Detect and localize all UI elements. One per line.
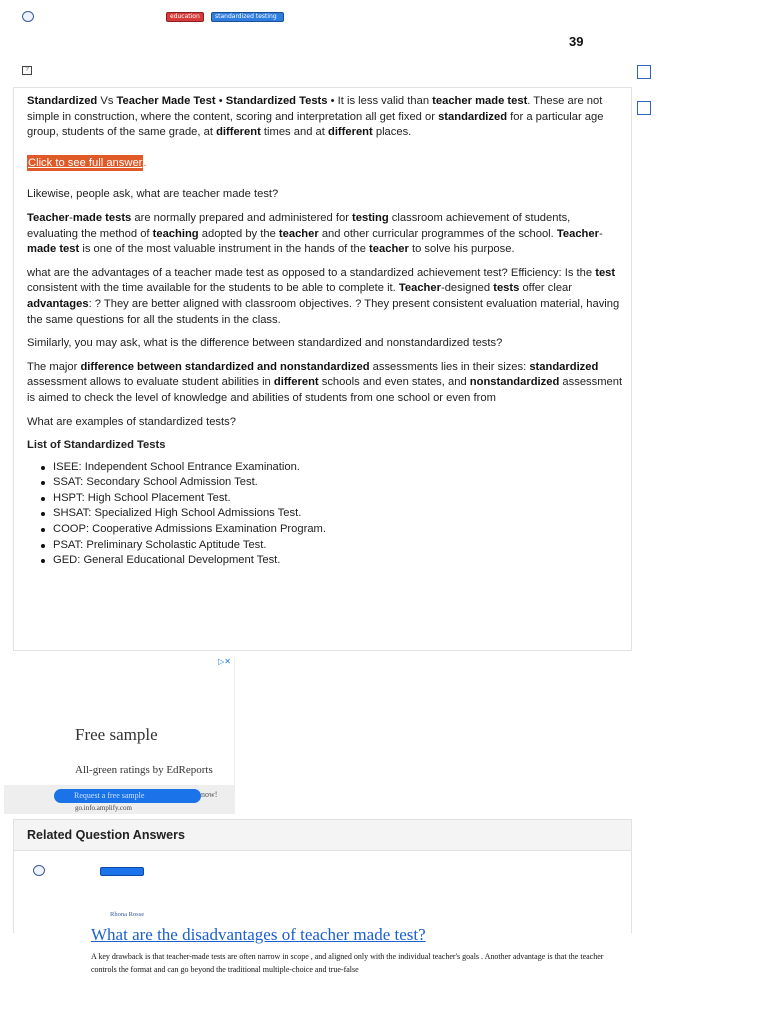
tests-list: [41, 460, 623, 569]
related-answer-text: A key drawback is that teacher-made tests are often narrow in scope , and aligned only with the individual teacher's goals . Another advantage is that the teacher controls the format and can go beyond the traditional multiple-choice and true-false: [91, 952, 604, 974]
answer-card: [13, 87, 632, 651]
list-item: SSAT: Secondary School Admission Test.: [41, 475, 623, 491]
checkbox-icon[interactable]: [637, 65, 651, 79]
author-avatar-icon[interactable]: [33, 865, 45, 876]
ad-domain: go.info.amplify.com: [75, 804, 132, 812]
question-teacher-made-test: Likewise, people ask, what are teacher made test?: [27, 188, 279, 201]
list-item: ISEE: Independent School Entrance Examination.: [41, 460, 623, 476]
tag-education[interactable]: education: [166, 12, 204, 22]
list-item: HSPT: High School Placement Test.: [41, 491, 623, 507]
answer-intro: Standardized Vs Teacher Made Test • Standardized Tests • It is less valid than teacher made test. These are not simple in construction, where the content, scoring and interpretation all get fixed or standardized for a particular age group, students of the same grade, at different times and at different places.: [27, 95, 604, 139]
difference-paragraph: The major difference between standardized and nonstandardized assessments lies in their sizes: standardized assessment allows to evaluate student abilities in different schools and even states, and nonstandardized assessment is aimed to check the level of knowledge and abilities of students from one school or even from: [27, 360, 623, 404]
related-header: [13, 819, 632, 851]
ad-footer: [4, 785, 235, 814]
list-title: List of Standardized Tests: [27, 439, 166, 452]
checkbox-icon[interactable]: [637, 101, 651, 115]
ad-button-tail: now!: [201, 790, 218, 799]
broken-image-icon: ?: [22, 66, 32, 75]
list-item: GED: General Educational Development Test.: [41, 553, 623, 569]
tag-standardized-testing[interactable]: standardized testing: [211, 12, 284, 22]
avatar-radio-icon[interactable]: [22, 11, 34, 22]
ad-request-sample-button[interactable]: Request a free sample: [54, 789, 201, 803]
ad-title[interactable]: Free sample: [75, 725, 158, 744]
cta-dot: .: [143, 156, 147, 169]
answer-teacher-made-test: Teacher-made tests are normally prepared and administered for testing classroom achievement of students, evaluating the method of teaching adopted by the teacher and other curricular programmes of the school. Teacher-made test is one of the most valuable instrument in the hands of the teacher to solve his purpose.: [27, 211, 603, 256]
question-difference: Similarly, you may ask, what is the difference between standardized and nonstandardized tests?: [27, 337, 503, 350]
answer-count: 39: [569, 34, 584, 49]
related-title: Related Question Answers: [27, 828, 185, 842]
author-name[interactable]: Rhona Rosse: [110, 911, 145, 918]
author-badge[interactable]: [100, 867, 144, 876]
list-item: COOP: Cooperative Admissions Examination Program.: [41, 522, 623, 538]
list-item: PSAT: Preliminary Scholastic Aptitude Test.: [41, 538, 623, 554]
related-question-link[interactable]: What are the disadvantages of teacher made test?: [91, 925, 426, 944]
advertisement[interactable]: [4, 657, 235, 814]
ad-choices-close-icon[interactable]: ▷✕: [218, 657, 231, 666]
ad-subtitle: All-green ratings by EdReports: [75, 764, 213, 776]
list-item: SHSAT: Specialized High School Admissions Test.: [41, 506, 623, 522]
see-full-answer-link[interactable]: Click to see full answer: [28, 156, 143, 169]
advantages-paragraph: what are the advantages of a teacher made test as opposed to a standardized achievement test? Efficiency: Is the test consistent with the time available for the students to be able to complete it. Teacher-designed tests offer clear advantages: ? They are better aligned with classroom objectives. ? They present consistent evaluation material, having the same questions for all the students in the class.: [27, 266, 620, 326]
related-body: [13, 851, 632, 933]
question-examples: What are examples of standardized tests?: [27, 415, 236, 428]
